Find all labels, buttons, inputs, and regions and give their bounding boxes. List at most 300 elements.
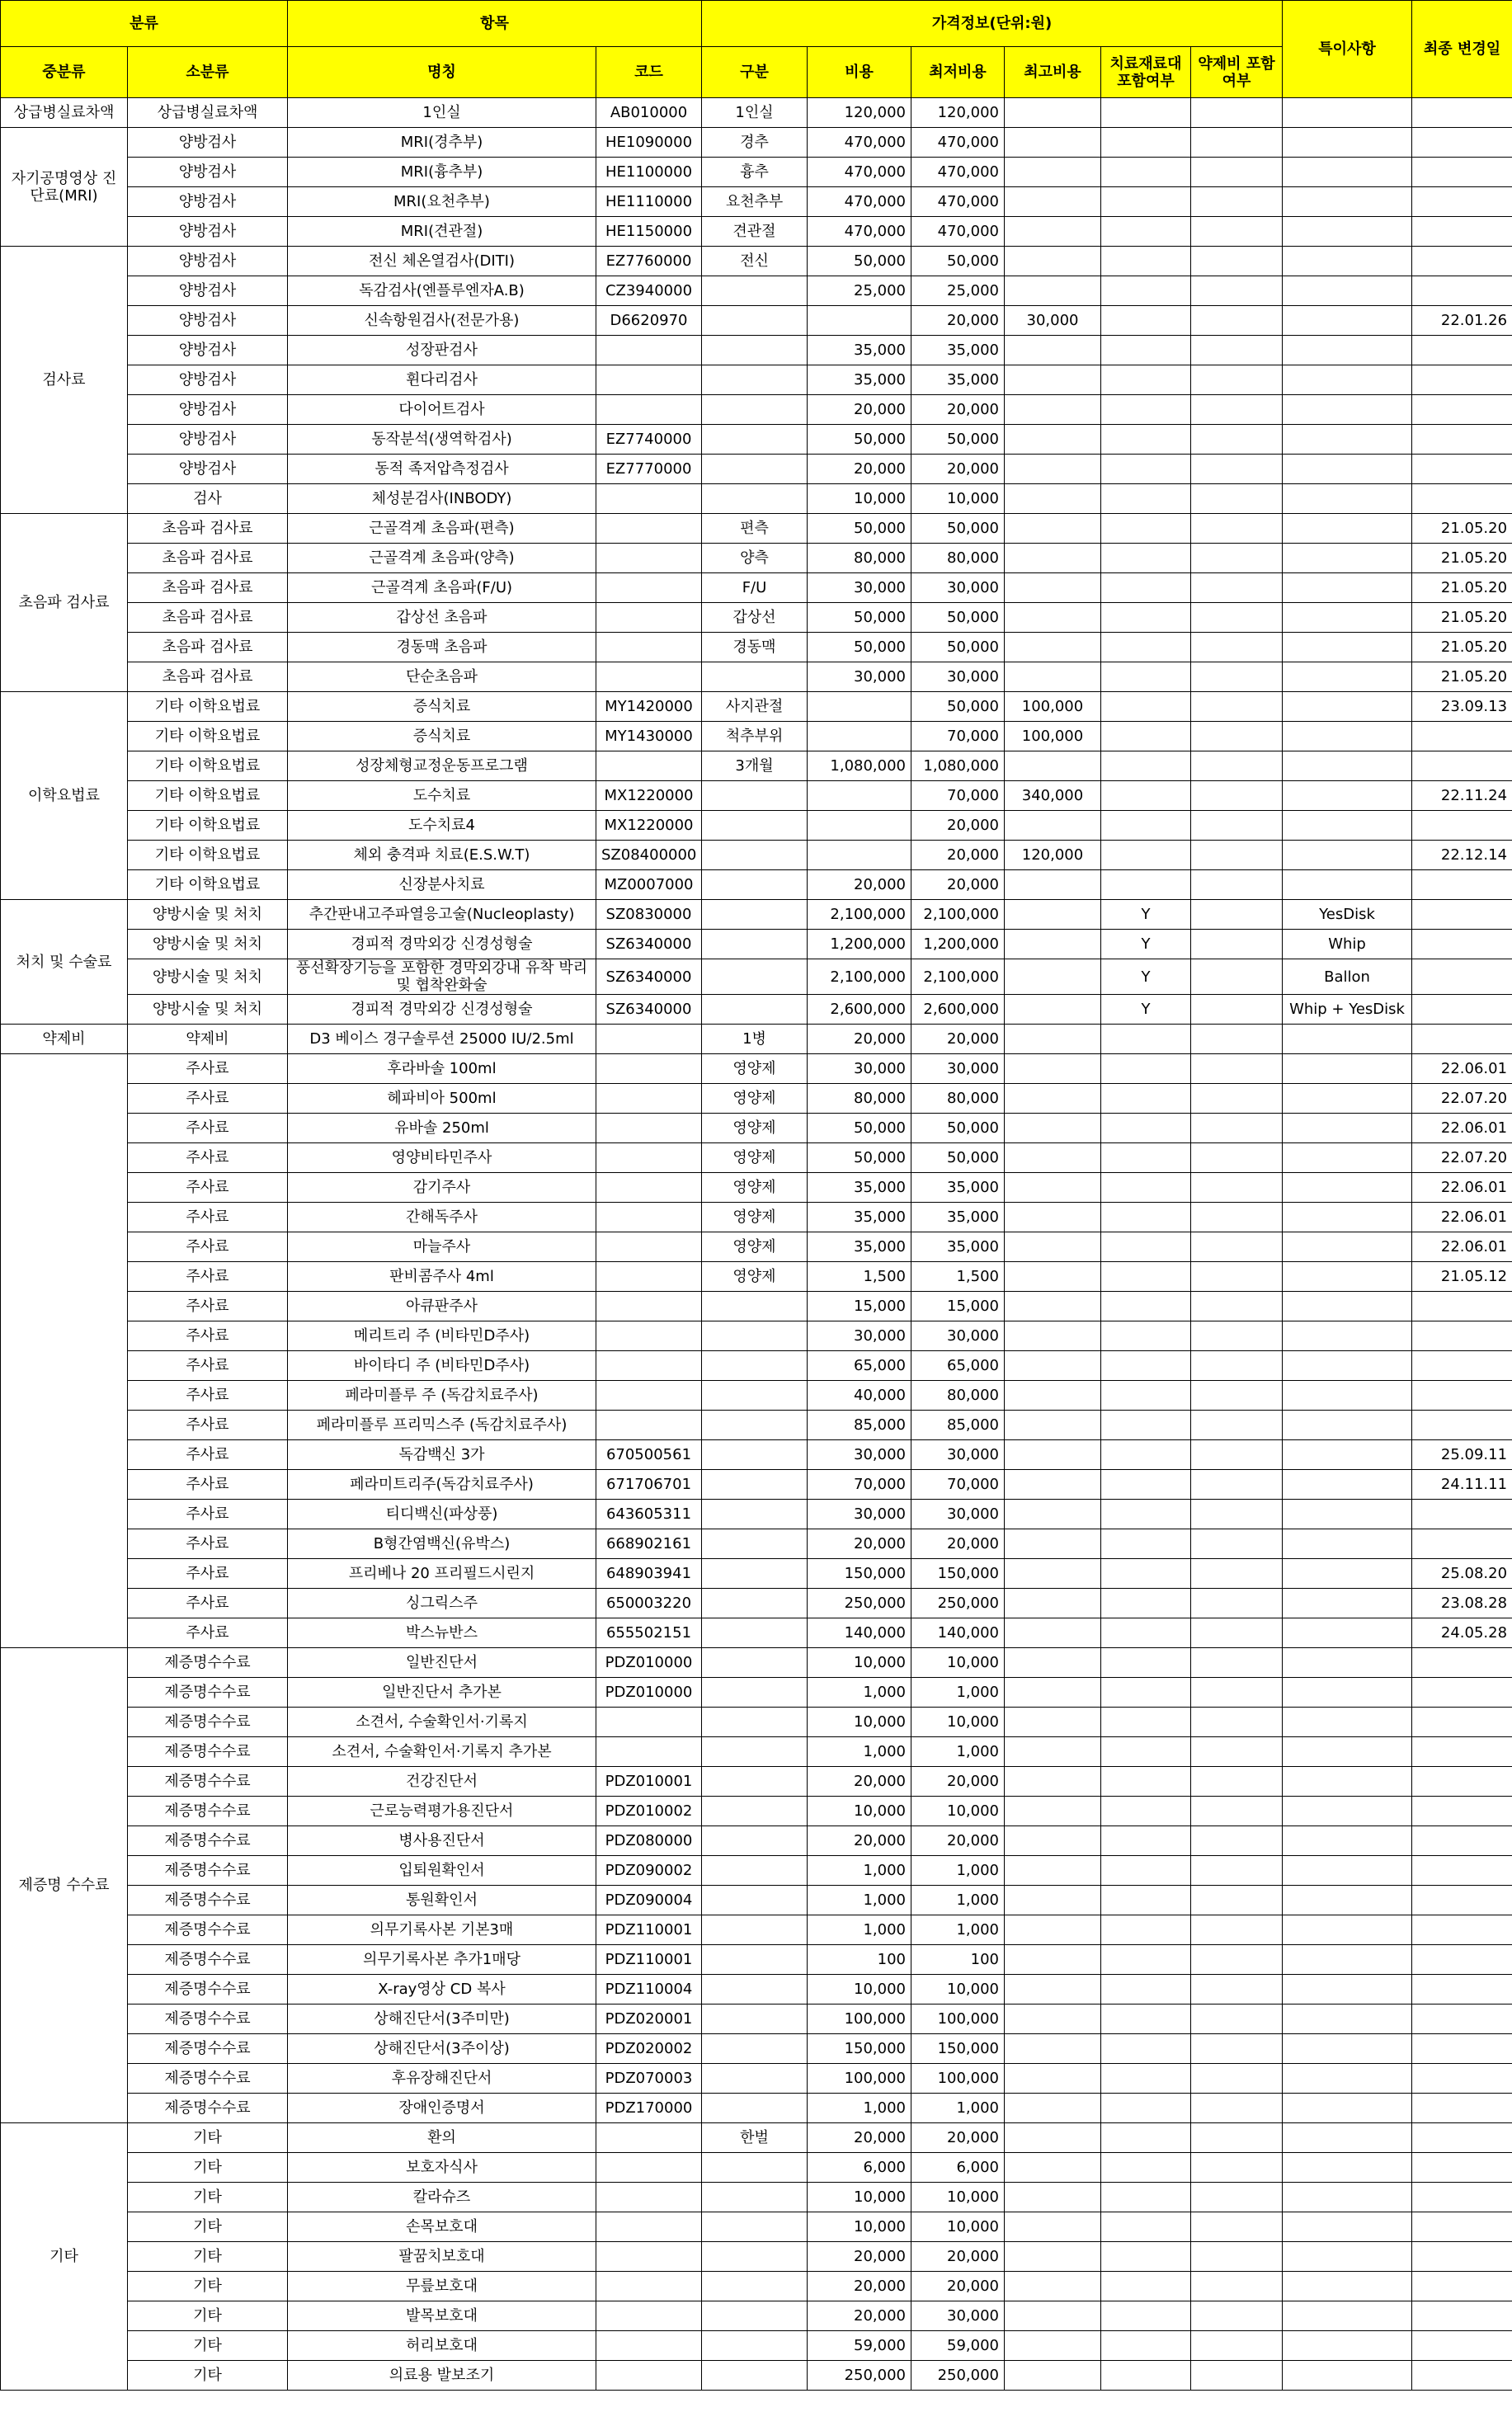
cell-drug-included (1191, 1826, 1283, 1856)
cell-special (1283, 2361, 1412, 2391)
cell-sub-category: 제증명수수료 (128, 1767, 288, 1797)
cell-last-changed: 23.08.28 (1412, 1589, 1512, 1618)
cell-drug-included (1191, 1589, 1283, 1618)
cell-drug-included (1191, 722, 1283, 751)
cell-sub-category: 기타 (128, 2242, 288, 2272)
cell-special (1283, 1500, 1412, 1529)
cell-cost: 1,000 (808, 1886, 911, 1915)
cell-cost: 1,000 (808, 1915, 911, 1945)
cell-last-changed: 25.08.20 (1412, 1559, 1512, 1589)
cell-name: 동작분석(생역학검사) (288, 425, 596, 455)
cell-code: MY1430000 (596, 722, 702, 751)
cell-drug-included (1191, 633, 1283, 662)
cell-drug-included (1191, 1500, 1283, 1529)
table-row (1, 514, 1512, 544)
cell-material-included (1101, 2034, 1191, 2064)
cell-special (1283, 276, 1412, 306)
cell-drug-included (1191, 2183, 1283, 2212)
cell-drug-included (1191, 2331, 1283, 2361)
cell-last-changed: 22.06.01 (1412, 1203, 1512, 1232)
cell-max-cost (1005, 959, 1101, 995)
cell-type (702, 1737, 808, 1767)
cell-special (1283, 187, 1412, 217)
table-row (1, 2242, 1512, 2272)
cell-code: SZ6340000 (596, 959, 702, 995)
cell-sub-category: 양방검사 (128, 276, 288, 306)
cell-cost: 2,100,000 (808, 900, 911, 930)
cell-special (1283, 1292, 1412, 1321)
cell-name: X-ray영상 CD 복사 (288, 1975, 596, 2005)
cell-type: 편측 (702, 514, 808, 544)
table-row (1, 2361, 1512, 2391)
cell-min-cost: 70,000 (911, 781, 1005, 811)
cell-drug-included (1191, 1559, 1283, 1589)
cell-code (596, 395, 702, 425)
table-row (1, 1411, 1512, 1440)
cell-code (596, 2212, 702, 2242)
cell-name: 휜다리검사 (288, 365, 596, 395)
cell-type (702, 1886, 808, 1915)
cell-material-included (1101, 1321, 1191, 1351)
cell-drug-included (1191, 1203, 1283, 1232)
cell-sub-category: 기타 (128, 2301, 288, 2331)
cell-sub-category: 주사료 (128, 1321, 288, 1351)
cell-special (1283, 306, 1412, 336)
cell-name: 유바솔 250ml (288, 1114, 596, 1143)
cell-drug-included (1191, 2034, 1283, 2064)
cell-max-cost (1005, 1618, 1101, 1648)
cell-last-changed (1412, 425, 1512, 455)
cell-cost: 50,000 (808, 1143, 911, 1173)
cell-code: SZ6340000 (596, 995, 702, 1025)
cell-code: MX1220000 (596, 781, 702, 811)
cell-special (1283, 2212, 1412, 2242)
cell-drug-included (1191, 1618, 1283, 1648)
cell-sub-category: 양방검사 (128, 306, 288, 336)
cell-material-included (1101, 1797, 1191, 1826)
cell-material-included (1101, 2301, 1191, 2331)
cell-code: HE1150000 (596, 217, 702, 247)
cell-max-cost (1005, 1500, 1101, 1529)
cell-name: 페라미플루 프리믹스주 (독감치료주사) (288, 1411, 596, 1440)
cell-min-cost: 1,000 (911, 1737, 1005, 1767)
cell-drug-included (1191, 930, 1283, 959)
cell-mid-category: 제증명 수수료 (1, 1648, 128, 2123)
cell-last-changed (1412, 395, 1512, 425)
cell-type (702, 276, 808, 306)
cell-name: 갑상선 초음파 (288, 603, 596, 633)
cell-drug-included (1191, 1321, 1283, 1351)
cell-sub-category: 제증명수수료 (128, 1856, 288, 1886)
cell-max-cost (1005, 2272, 1101, 2301)
cell-code (596, 2331, 702, 2361)
table-row (1, 1143, 1512, 1173)
cell-type (702, 2034, 808, 2064)
cell-drug-included (1191, 2005, 1283, 2034)
table-row (1, 1292, 1512, 1321)
cell-name: 페라미플루 주 (독감치료주사) (288, 1381, 596, 1411)
header-special: 특이사항 (1283, 1, 1412, 98)
cell-last-changed (1412, 1945, 1512, 1975)
cell-sub-category: 상급병실료차액 (128, 98, 288, 128)
cell-last-changed (1412, 2034, 1512, 2064)
cell-sub-category: 제증명수수료 (128, 1886, 288, 1915)
table-row (1, 336, 1512, 365)
cell-cost: 10,000 (808, 1648, 911, 1678)
cell-drug-included (1191, 1856, 1283, 1886)
cell-name: 후유장해진단서 (288, 2064, 596, 2094)
cell-sub-category: 기타 (128, 2153, 288, 2183)
cell-drug-included (1191, 1648, 1283, 1678)
cell-type (702, 2005, 808, 2034)
cell-drug-included (1191, 1143, 1283, 1173)
cell-material-included (1101, 781, 1191, 811)
cell-drug-included (1191, 1797, 1283, 1826)
cell-last-changed (1412, 1975, 1512, 2005)
cell-code: 670500561 (596, 1440, 702, 1470)
cell-last-changed: 21.05.20 (1412, 662, 1512, 692)
cell-drug-included (1191, 484, 1283, 514)
cell-code: PDZ110001 (596, 1915, 702, 1945)
cell-code (596, 751, 702, 781)
cell-special (1283, 1411, 1412, 1440)
cell-last-changed (1412, 1529, 1512, 1559)
cell-last-changed (1412, 870, 1512, 900)
cell-code: PDZ010000 (596, 1678, 702, 1708)
cell-last-changed: 22.07.20 (1412, 1143, 1512, 1173)
cell-cost: 35,000 (808, 365, 911, 395)
table-row (1, 484, 1512, 514)
cell-code: 643605311 (596, 1500, 702, 1529)
cell-type (702, 1589, 808, 1618)
cell-material-included (1101, 1826, 1191, 1856)
cell-sub-category: 기타 (128, 2212, 288, 2242)
cell-name: 다이어트검사 (288, 395, 596, 425)
cell-name: 티디백신(파상풍) (288, 1500, 596, 1529)
cell-material-included (1101, 1440, 1191, 1470)
table-row (1, 2094, 1512, 2123)
cell-material-included (1101, 1589, 1191, 1618)
cell-sub-category: 주사료 (128, 1292, 288, 1321)
table-row (1, 2034, 1512, 2064)
cell-code (596, 633, 702, 662)
cell-cost: 10,000 (808, 1708, 911, 1737)
cell-mid-category: 자기공명영상 진단료(MRI) (1, 128, 128, 247)
cell-sub-category: 제증명수수료 (128, 1797, 288, 1826)
cell-last-changed (1412, 98, 1512, 128)
cell-code: AB010000 (596, 98, 702, 128)
cell-material-included (1101, 1292, 1191, 1321)
cell-cost: 85,000 (808, 1411, 911, 1440)
cell-last-changed (1412, 2153, 1512, 2183)
table-row (1, 306, 1512, 336)
cell-special (1283, 2331, 1412, 2361)
cell-special (1283, 1203, 1412, 1232)
cell-material-included (1101, 2094, 1191, 2123)
table-row (1, 2005, 1512, 2034)
table-row (1, 2272, 1512, 2301)
cell-special (1283, 217, 1412, 247)
cell-max-cost (1005, 1173, 1101, 1203)
cell-material-included (1101, 1737, 1191, 1767)
cell-code: PDZ110001 (596, 1945, 702, 1975)
cell-name: 발목보호대 (288, 2301, 596, 2331)
cell-cost: 10,000 (808, 484, 911, 514)
cell-max-cost (1005, 603, 1101, 633)
cell-cost: 30,000 (808, 1054, 911, 1084)
table-row (1, 2183, 1512, 2212)
cell-min-cost: 150,000 (911, 1559, 1005, 1589)
cell-type (702, 662, 808, 692)
cell-sub-category: 기타 이학요법료 (128, 841, 288, 870)
cell-code: EZ7740000 (596, 425, 702, 455)
cell-mid-category: 기타 (1, 2123, 128, 2391)
cell-code (596, 2301, 702, 2331)
cell-min-cost: 50,000 (911, 425, 1005, 455)
table-row (1, 633, 1512, 662)
cell-type (702, 1915, 808, 1945)
cell-min-cost: 20,000 (911, 1529, 1005, 1559)
cell-min-cost: 250,000 (911, 2361, 1005, 2391)
cell-sub-category: 제증명수수료 (128, 1708, 288, 1737)
cell-name: 건강진단서 (288, 1767, 596, 1797)
cell-special (1283, 2272, 1412, 2301)
table-row (1, 2064, 1512, 2094)
cell-material-included (1101, 1114, 1191, 1143)
cell-material-included (1101, 1262, 1191, 1292)
cell-code (596, 1173, 702, 1203)
cell-drug-included (1191, 811, 1283, 841)
cell-code: HE1110000 (596, 187, 702, 217)
cell-drug-included (1191, 2272, 1283, 2301)
cell-type (702, 484, 808, 514)
cell-code: PDZ020001 (596, 2005, 702, 2034)
cell-drug-included (1191, 2153, 1283, 2183)
cell-drug-included (1191, 276, 1283, 306)
cell-cost: 80,000 (808, 544, 911, 573)
cell-cost: 1,500 (808, 1262, 911, 1292)
cell-max-cost (1005, 1232, 1101, 1262)
cell-material-included (1101, 722, 1191, 751)
cell-last-changed: 22.06.01 (1412, 1054, 1512, 1084)
cell-min-cost: 30,000 (911, 1054, 1005, 1084)
cell-name: 의료용 발보조기 (288, 2361, 596, 2391)
cell-cost: 35,000 (808, 1203, 911, 1232)
cell-name: 환의 (288, 2123, 596, 2153)
cell-sub-category: 기타 (128, 2361, 288, 2391)
table-row (1, 1232, 1512, 1262)
cell-drug-included (1191, 603, 1283, 633)
cell-mid-category: 처치 및 수술료 (1, 900, 128, 1025)
cell-last-changed (1412, 2123, 1512, 2153)
cell-sub-category: 주사료 (128, 1173, 288, 1203)
cell-min-cost: 1,500 (911, 1262, 1005, 1292)
cell-cost (808, 306, 911, 336)
cell-name: 근골격계 초음파(F/U) (288, 573, 596, 603)
cell-max-cost (1005, 1262, 1101, 1292)
cell-type (702, 930, 808, 959)
cell-min-cost: 10,000 (911, 2183, 1005, 2212)
cell-max-cost (1005, 1381, 1101, 1411)
cell-cost: 250,000 (808, 2361, 911, 2391)
cell-max-cost (1005, 187, 1101, 217)
table-row (1, 365, 1512, 395)
cell-last-changed (1412, 217, 1512, 247)
cell-min-cost: 50,000 (911, 514, 1005, 544)
cell-type (702, 395, 808, 425)
cell-min-cost: 50,000 (911, 1114, 1005, 1143)
header-cost: 비용 (808, 47, 911, 98)
cell-material-included (1101, 751, 1191, 781)
cell-name: MRI(흉추부) (288, 158, 596, 187)
header-drug-included: 약제비 포함여부 (1191, 47, 1283, 98)
header-material-included: 치료재료대 포함여부 (1101, 47, 1191, 98)
cell-max-cost (1005, 1886, 1101, 1915)
cell-sub-category: 제증명수수료 (128, 2005, 288, 2034)
table-row (1, 1737, 1512, 1767)
cell-name: 일반진단서 (288, 1648, 596, 1678)
cell-max-cost (1005, 1470, 1101, 1500)
cell-cost: 250,000 (808, 1589, 911, 1618)
cell-cost: 470,000 (808, 217, 911, 247)
cell-material-included (1101, 1708, 1191, 1737)
cell-code (596, 1411, 702, 1440)
cell-material-included (1101, 128, 1191, 158)
cell-min-cost: 20,000 (911, 306, 1005, 336)
cell-min-cost: 50,000 (911, 692, 1005, 722)
cell-name: 독감백신 3가 (288, 1440, 596, 1470)
cell-sub-category: 초음파 검사료 (128, 633, 288, 662)
header-group-price: 가격정보(단위:원) (702, 1, 1283, 47)
cell-max-cost (1005, 514, 1101, 544)
table-row (1, 1856, 1512, 1886)
cell-cost: 1,200,000 (808, 930, 911, 959)
cell-sub-category: 주사료 (128, 1500, 288, 1529)
cell-name: 소견서, 수술확인서·기록지 (288, 1708, 596, 1737)
cell-name: 증식치료 (288, 692, 596, 722)
cell-type (702, 1411, 808, 1440)
table-row (1, 217, 1512, 247)
cell-material-included (1101, 2361, 1191, 2391)
cell-drug-included (1191, 1054, 1283, 1084)
cell-drug-included (1191, 1025, 1283, 1054)
table-row (1, 1025, 1512, 1054)
cell-material-included (1101, 1025, 1191, 1054)
table-row (1, 1648, 1512, 1678)
cell-cost: 70,000 (808, 1470, 911, 1500)
cell-min-cost: 470,000 (911, 217, 1005, 247)
cell-last-changed: 23.09.13 (1412, 692, 1512, 722)
cell-type (702, 2301, 808, 2331)
cell-type (702, 1292, 808, 1321)
cell-min-cost: 70,000 (911, 722, 1005, 751)
cell-min-cost: 20,000 (911, 2123, 1005, 2153)
cell-max-cost (1005, 484, 1101, 514)
cell-type (702, 306, 808, 336)
cell-type: 경추 (702, 128, 808, 158)
cell-last-changed: 22.11.24 (1412, 781, 1512, 811)
cell-max-cost (1005, 2064, 1101, 2094)
cell-max-cost (1005, 2361, 1101, 2391)
cell-sub-category: 주사료 (128, 1203, 288, 1232)
cell-cost: 30,000 (808, 1440, 911, 1470)
cell-name: 허리보호대 (288, 2331, 596, 2361)
cell-drug-included (1191, 247, 1283, 276)
cell-material-included (1101, 1173, 1191, 1203)
cell-material-included (1101, 1084, 1191, 1114)
table-row (1, 662, 1512, 692)
cell-sub-category: 양방검사 (128, 455, 288, 484)
cell-cost: 20,000 (808, 1767, 911, 1797)
cell-sub-category: 제증명수수료 (128, 1915, 288, 1945)
table-row (1, 1589, 1512, 1618)
cell-last-changed (1412, 1737, 1512, 1767)
cell-last-changed (1412, 1886, 1512, 1915)
cell-last-changed (1412, 276, 1512, 306)
cell-last-changed (1412, 1915, 1512, 1945)
cell-special (1283, 811, 1412, 841)
cell-drug-included (1191, 662, 1283, 692)
cell-max-cost (1005, 2153, 1101, 2183)
cell-last-changed (1412, 1381, 1512, 1411)
cell-min-cost: 10,000 (911, 2212, 1005, 2242)
table-row (1, 841, 1512, 870)
cell-drug-included (1191, 2361, 1283, 2391)
cell-last-changed (1412, 2301, 1512, 2331)
cell-drug-included (1191, 1678, 1283, 1708)
cell-type (702, 1648, 808, 1678)
cell-name: 싱그릭스주 (288, 1589, 596, 1618)
cell-max-cost (1005, 1054, 1101, 1084)
cell-min-cost: 150,000 (911, 2034, 1005, 2064)
header-name: 명칭 (288, 47, 596, 98)
cell-last-changed (1412, 1797, 1512, 1826)
cell-name: 입퇴원확인서 (288, 1856, 596, 1886)
cell-cost: 10,000 (808, 1975, 911, 2005)
cell-min-cost: 80,000 (911, 1084, 1005, 1114)
cell-special (1283, 128, 1412, 158)
cell-name: 추간판내고주파열응고술(Nucleoplasty) (288, 900, 596, 930)
cell-min-cost: 250,000 (911, 1589, 1005, 1618)
cell-code: PDZ020002 (596, 2034, 702, 2064)
cell-last-changed (1412, 930, 1512, 959)
cell-cost: 10,000 (808, 2183, 911, 2212)
cell-drug-included (1191, 1975, 1283, 2005)
table-row (1, 1529, 1512, 1559)
cell-type (702, 1529, 808, 1559)
cell-material-included (1101, 633, 1191, 662)
table-row (1, 1203, 1512, 1232)
cell-code (596, 662, 702, 692)
table-row (1, 811, 1512, 841)
cell-material-included (1101, 1945, 1191, 1975)
cell-material-included (1101, 544, 1191, 573)
cell-special (1283, 1529, 1412, 1559)
cell-code: PDZ110004 (596, 1975, 702, 2005)
cell-name: 아큐판주사 (288, 1292, 596, 1321)
cell-min-cost: 100 (911, 1945, 1005, 1975)
cell-max-cost (1005, 930, 1101, 959)
cell-cost: 6,000 (808, 2153, 911, 2183)
cell-drug-included (1191, 751, 1283, 781)
cell-max-cost (1005, 1440, 1101, 1470)
cell-name: 성장체형교정운동프로그램 (288, 751, 596, 781)
cell-max-cost (1005, 2005, 1101, 2034)
cell-cost: 100,000 (808, 2064, 911, 2094)
table-row (1, 930, 1512, 959)
cell-max-cost (1005, 1351, 1101, 1381)
cell-name: D3 베이스 경구솔루션 25000 IU/2.5ml (288, 1025, 596, 1054)
